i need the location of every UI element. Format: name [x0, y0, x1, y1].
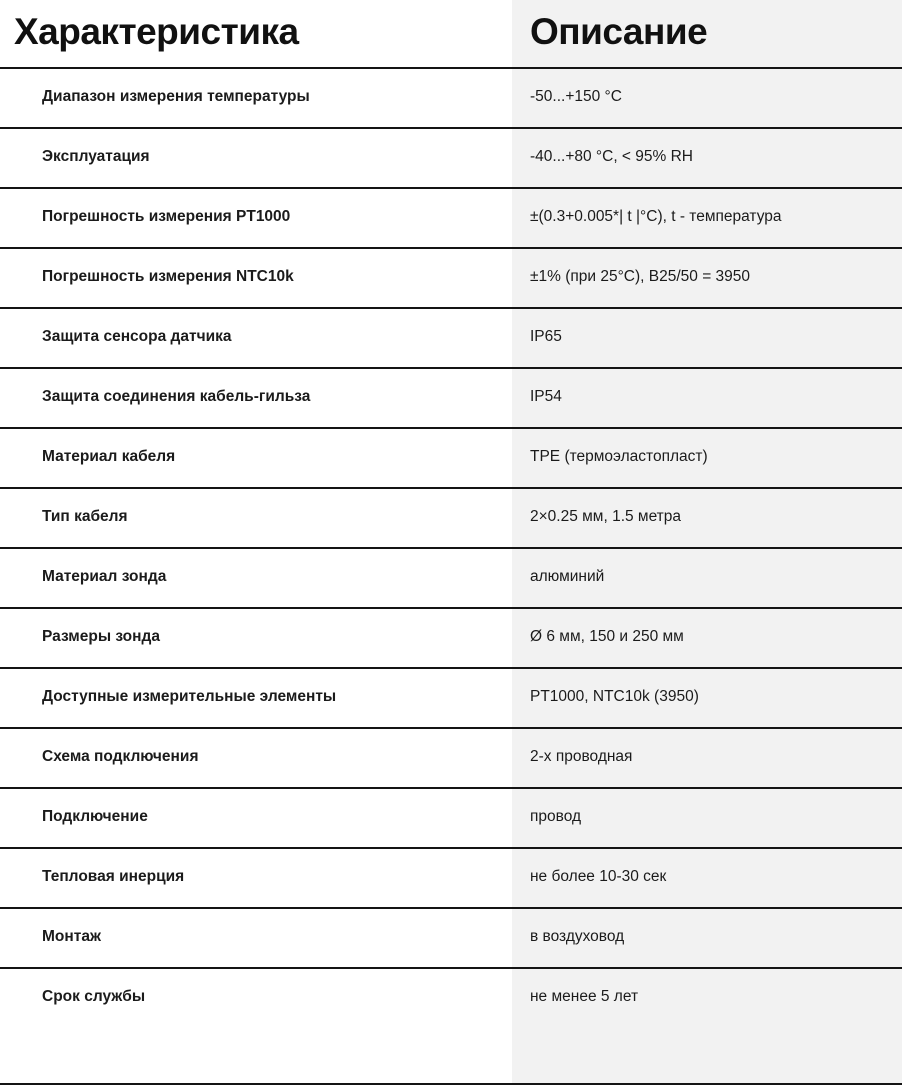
table-row: [0, 188, 902, 248]
cell-feature: Защита сенсора датчика: [0, 308, 512, 368]
cell-description: ±(0.3+0.005*| t |°C), t - температура: [512, 188, 902, 248]
filler-cell-feature: [0, 1027, 512, 1084]
table-row: [0, 968, 902, 1027]
cell-description: 2×0.25 мм, 1.5 метра: [512, 488, 902, 548]
cell-feature: Материал зонда: [0, 548, 512, 608]
table-row: [0, 128, 902, 188]
table-filler-row: [0, 1027, 902, 1084]
cell-feature: Доступные измерительные элементы: [0, 668, 512, 728]
cell-description: ±1% (при 25°C), B25/50 = 3950: [512, 248, 902, 308]
header-cell-feature: [0, 0, 512, 68]
cell-feature: Срок службы: [0, 968, 512, 1027]
table-row: [0, 548, 902, 608]
cell-feature: Тип кабеля: [0, 488, 512, 548]
cell-feature: Погрешность измерения NTC10k: [0, 248, 512, 308]
cell-feature: Погрешность измерения PT1000: [0, 188, 512, 248]
table-header: [0, 0, 902, 68]
table-row: [0, 608, 902, 668]
filler-cell-description: [512, 1027, 902, 1084]
cell-description: провод: [512, 788, 902, 848]
table-row: [0, 368, 902, 428]
cell-description: IP65: [512, 308, 902, 368]
cell-feature: Монтаж: [0, 908, 512, 968]
cell-feature: Размеры зонда: [0, 608, 512, 668]
table-row: [0, 308, 902, 368]
cell-description: алюминий: [512, 548, 902, 608]
cell-description: -50...+150 °C: [512, 68, 902, 128]
cell-feature: Защита соединения кабель-гильза: [0, 368, 512, 428]
header-label-feature: Характеристика: [14, 11, 299, 52]
cell-description: PT1000, NTC10k (3950): [512, 668, 902, 728]
table-row: [0, 788, 902, 848]
header-label-description: Описание: [512, 0, 902, 67]
header-cell-description: [512, 0, 902, 68]
table-row: [0, 248, 902, 308]
cell-description: в воздуховод: [512, 908, 902, 968]
cell-feature: Подключение: [0, 788, 512, 848]
cell-description: Ø 6 мм, 150 и 250 мм: [512, 608, 902, 668]
table-body: [0, 68, 902, 1084]
table-row: [0, 728, 902, 788]
table-row: [0, 668, 902, 728]
table-row: [0, 848, 902, 908]
cell-feature: Материал кабеля: [0, 428, 512, 488]
cell-description: 2-х проводная: [512, 728, 902, 788]
cell-feature: Эксплуатация: [0, 128, 512, 188]
cell-description: -40...+80 °C, < 95% RH: [512, 128, 902, 188]
table-row: [0, 908, 902, 968]
cell-feature: Тепловая инерция: [0, 848, 512, 908]
cell-description: не более 10-30 сек: [512, 848, 902, 908]
cell-feature: Диапазон измерения температуры: [0, 68, 512, 128]
table-row: [0, 68, 902, 128]
header-row: [0, 0, 902, 68]
cell-feature: Схема подключения: [0, 728, 512, 788]
cell-description: не менее 5 лет: [512, 968, 902, 1027]
cell-description: IP54: [512, 368, 902, 428]
table-row: [0, 488, 902, 548]
table-row: [0, 428, 902, 488]
cell-description: TPE (термоэластопласт): [512, 428, 902, 488]
